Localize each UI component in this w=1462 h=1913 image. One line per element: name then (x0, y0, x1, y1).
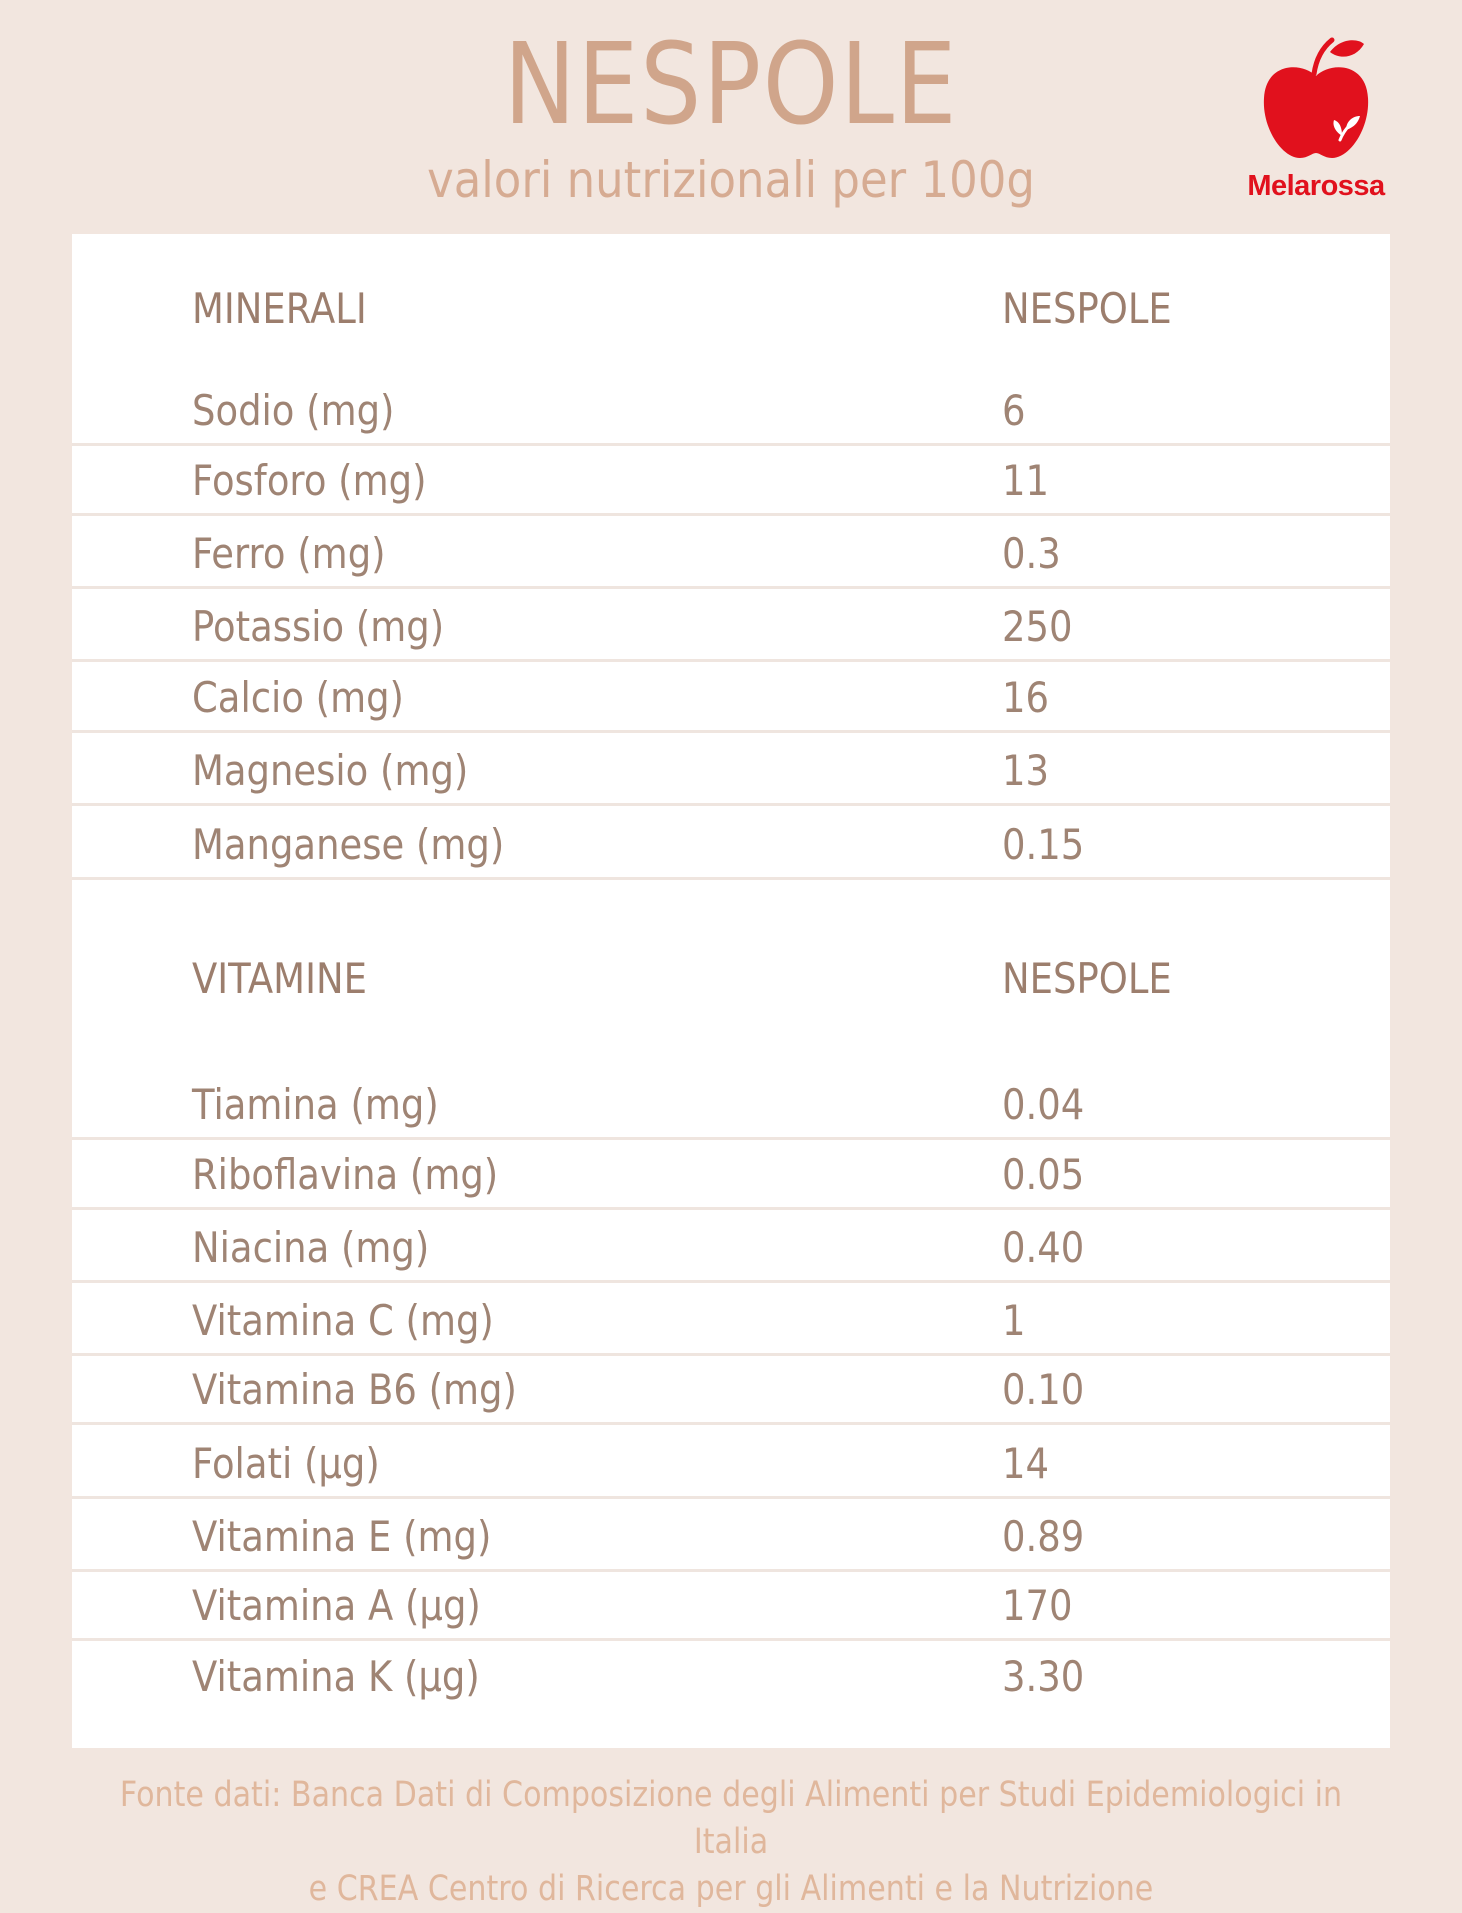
table-row (72, 733, 1390, 806)
nutrient-name: Niacina (mg) (192, 1223, 430, 1272)
nutrient-name: Calcio (mg) (192, 673, 404, 722)
table-row (72, 589, 1390, 662)
nutrient-value: 0.15 (1002, 820, 1085, 869)
nutrient-name: Riboflavina (mg) (192, 1150, 499, 1199)
nutrient-name: Vitamina B6 (mg) (192, 1365, 517, 1414)
table-row (72, 1283, 1390, 1356)
nutrient-value: 16 (1002, 673, 1050, 722)
table-row (72, 1499, 1390, 1572)
nutrient-value: 1 (1002, 1296, 1026, 1345)
nutrition-table (72, 234, 1390, 1748)
nutrient-name: Folati (μg) (192, 1439, 380, 1488)
minerals-header (72, 284, 1390, 344)
table-row (72, 1058, 1390, 1140)
table-row (72, 1641, 1390, 1709)
nutrient-value: 0.10 (1002, 1365, 1085, 1414)
source-line-1: Fonte dati: Banca Dati di Composizione degli Alimenti per Studi Epidemiologici in Italia (119, 1775, 1343, 1862)
nutrient-name: Magnesio (mg) (192, 746, 469, 795)
nutrient-name: Potassio (mg) (192, 602, 445, 651)
source-line-2: e CREA Centro di Ricerca per gli Alimenti e la Nutrizione (308, 1869, 1154, 1909)
brand-logo (1236, 36, 1396, 211)
nutrient-name: Sodio (mg) (192, 386, 395, 435)
page-subtitle: valori nutrizionali per 100g (427, 151, 1035, 209)
nutrient-value: 13 (1002, 746, 1050, 795)
nutrient-value: 0.40 (1002, 1223, 1085, 1272)
nutrient-value: 0.04 (1002, 1080, 1085, 1129)
nutrient-value: 11 (1002, 456, 1050, 505)
table-row (72, 1140, 1390, 1210)
nutrient-name: Ferro (mg) (192, 529, 386, 578)
nutrient-value: 3.30 (1002, 1652, 1085, 1701)
apple-icon (1260, 36, 1372, 161)
source-note (0, 1772, 1462, 1913)
nutrient-value: 14 (1002, 1439, 1050, 1488)
brand-name: Melarossa (1247, 170, 1385, 202)
table-row (72, 1572, 1390, 1641)
table-row (72, 1425, 1390, 1499)
nutrient-name: Vitamina K (μg) (192, 1652, 480, 1701)
nutrient-name: Vitamina E (mg) (192, 1512, 492, 1561)
nutrient-value: 250 (1002, 602, 1073, 651)
nutrient-name: Fosforo (mg) (192, 456, 427, 505)
nutrient-value: 0.89 (1002, 1512, 1085, 1561)
vitamins-value-column-label: NESPOLE (1002, 954, 1172, 1003)
nutrient-value: 0.3 (1002, 529, 1061, 578)
nutrient-value: 170 (1002, 1581, 1073, 1630)
vitamins-column-label: VITAMINE (192, 954, 367, 1003)
nutrient-name: Vitamina C (mg) (192, 1296, 494, 1345)
table-row (72, 446, 1390, 516)
vitamins-header (72, 954, 1390, 1014)
nutrient-name: Tiamina (mg) (192, 1080, 439, 1129)
nutrient-value: 0.05 (1002, 1150, 1085, 1199)
table-row (72, 516, 1390, 589)
minerals-column-label: MINERALI (192, 284, 367, 333)
minerals-value-column-label: NESPOLE (1002, 284, 1172, 333)
nutrient-name: Manganese (mg) (192, 820, 505, 869)
table-row (72, 364, 1390, 446)
nutrient-value: 6 (1002, 386, 1026, 435)
page-title: NESPOLE (503, 20, 959, 150)
table-row (72, 1356, 1390, 1425)
table-row (72, 662, 1390, 733)
nutrient-name: Vitamina A (μg) (192, 1581, 481, 1630)
table-row (72, 1210, 1390, 1283)
table-row (72, 806, 1390, 880)
